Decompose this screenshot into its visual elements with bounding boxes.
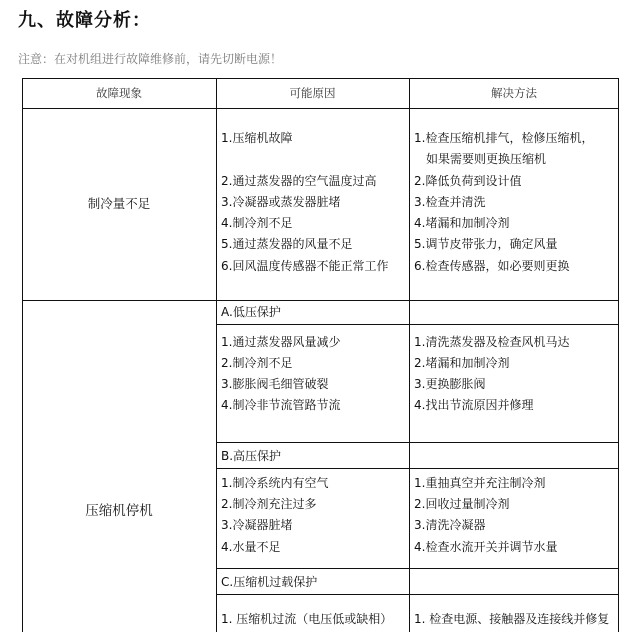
row1-solution-3: 3.检查并清洗: [414, 195, 486, 209]
sub-b-solution-2: 2.回收过量制冷剂: [414, 497, 510, 511]
sub-b-title-divider: [216, 468, 619, 469]
sub-a-solution-2: 2.堵漏和加制冷剂: [414, 356, 510, 370]
sub-b-cause-1: 1.制冷系统内有空气: [221, 476, 329, 490]
row1-cause-1: 1.压缩机故障: [221, 131, 293, 145]
sub-c-solution-1: 1. 检查电源、接触器及连接线并修复: [414, 612, 610, 626]
sub-b-bottom-divider: [216, 568, 619, 569]
row1-cause-2: 2.通过蒸发器的空气温度过高: [221, 174, 377, 188]
divider-col-1: [216, 78, 217, 632]
sub-c-cause-1: 1. 压缩机过流（电压低或缺相）: [221, 612, 393, 626]
sub-b-solution-1: 1.重抽真空并充注制冷剂: [414, 476, 546, 490]
sub-a-cause-3: 3.膨胀阀毛细管破裂: [221, 377, 329, 391]
sub-a-solution-4: 4.找出节流原因并修理: [414, 398, 534, 412]
sub-b-solution-3: 3.清洗冷凝器: [414, 518, 486, 532]
sub-b-cause-3: 3.冷凝器脏堵: [221, 518, 293, 532]
sub-a-solution-1: 1.清洗蒸发器及检查风机马达: [414, 335, 570, 349]
header-solution: 解决方法: [491, 86, 537, 100]
maintenance-notice: 注意：在对机组进行故障维修前，请先切断电源！: [18, 52, 283, 66]
header-symptom: 故障现象: [96, 86, 142, 100]
divider-col-2: [409, 78, 410, 632]
row1-solution-1: 1.检查压缩机排气，检修压缩机，: [414, 131, 594, 145]
row1-solution-1-cont: 如果需要则更换压缩机: [426, 152, 547, 166]
row1-solution-4: 4.堵漏和加制冷剂: [414, 216, 510, 230]
row1-solution-5: 5.调节皮带张力，确定风量: [414, 237, 558, 251]
header-divider: [22, 108, 619, 109]
sub-b-cause-2: 2.制冷剂充注过多: [221, 497, 317, 511]
symptom-compressor-stop: 压缩机停机: [85, 503, 153, 519]
sub-c-title: C.压缩机过载保护: [221, 575, 318, 589]
section-title: 九、故障分析：: [18, 10, 151, 31]
row1-cause-5: 5.通过蒸发器的风量不足: [221, 237, 353, 251]
sub-c-title-divider: [216, 594, 619, 595]
row1-solution-2: 2.降低负荷到设计值: [414, 174, 522, 188]
row1-divider: [22, 300, 619, 301]
sub-b-solution-4: 4.检查水流开关并调节水量: [414, 540, 558, 554]
sub-a-title-divider: [216, 324, 619, 325]
sub-b-cause-4: 4.水量不足: [221, 540, 281, 554]
sub-a-cause-1: 1.通过蒸发器风量减少: [221, 335, 341, 349]
row1-cause-3: 3.冷凝器或蒸发器脏堵: [221, 195, 341, 209]
sub-a-bottom-divider: [216, 442, 619, 443]
sub-a-solution-3: 3.更换膨胀阀: [414, 377, 486, 391]
sub-a-title: A.低压保护: [221, 305, 281, 319]
sub-a-cause-4: 4.制冷非节流管路节流: [221, 398, 341, 412]
row1-solution-6: 6.检查传感器，如必要则更换: [414, 259, 570, 273]
header-cause: 可能原因: [289, 86, 336, 100]
symptom-cooling-insufficient: 制冷量不足: [87, 196, 151, 211]
row1-cause-6: 6.回风温度传感器不能正常工作: [221, 259, 389, 273]
sub-a-cause-2: 2.制冷剂不足: [221, 356, 293, 370]
row1-cause-4: 4.制冷剂不足: [221, 216, 293, 230]
sub-b-title: B.高压保护: [221, 449, 282, 463]
